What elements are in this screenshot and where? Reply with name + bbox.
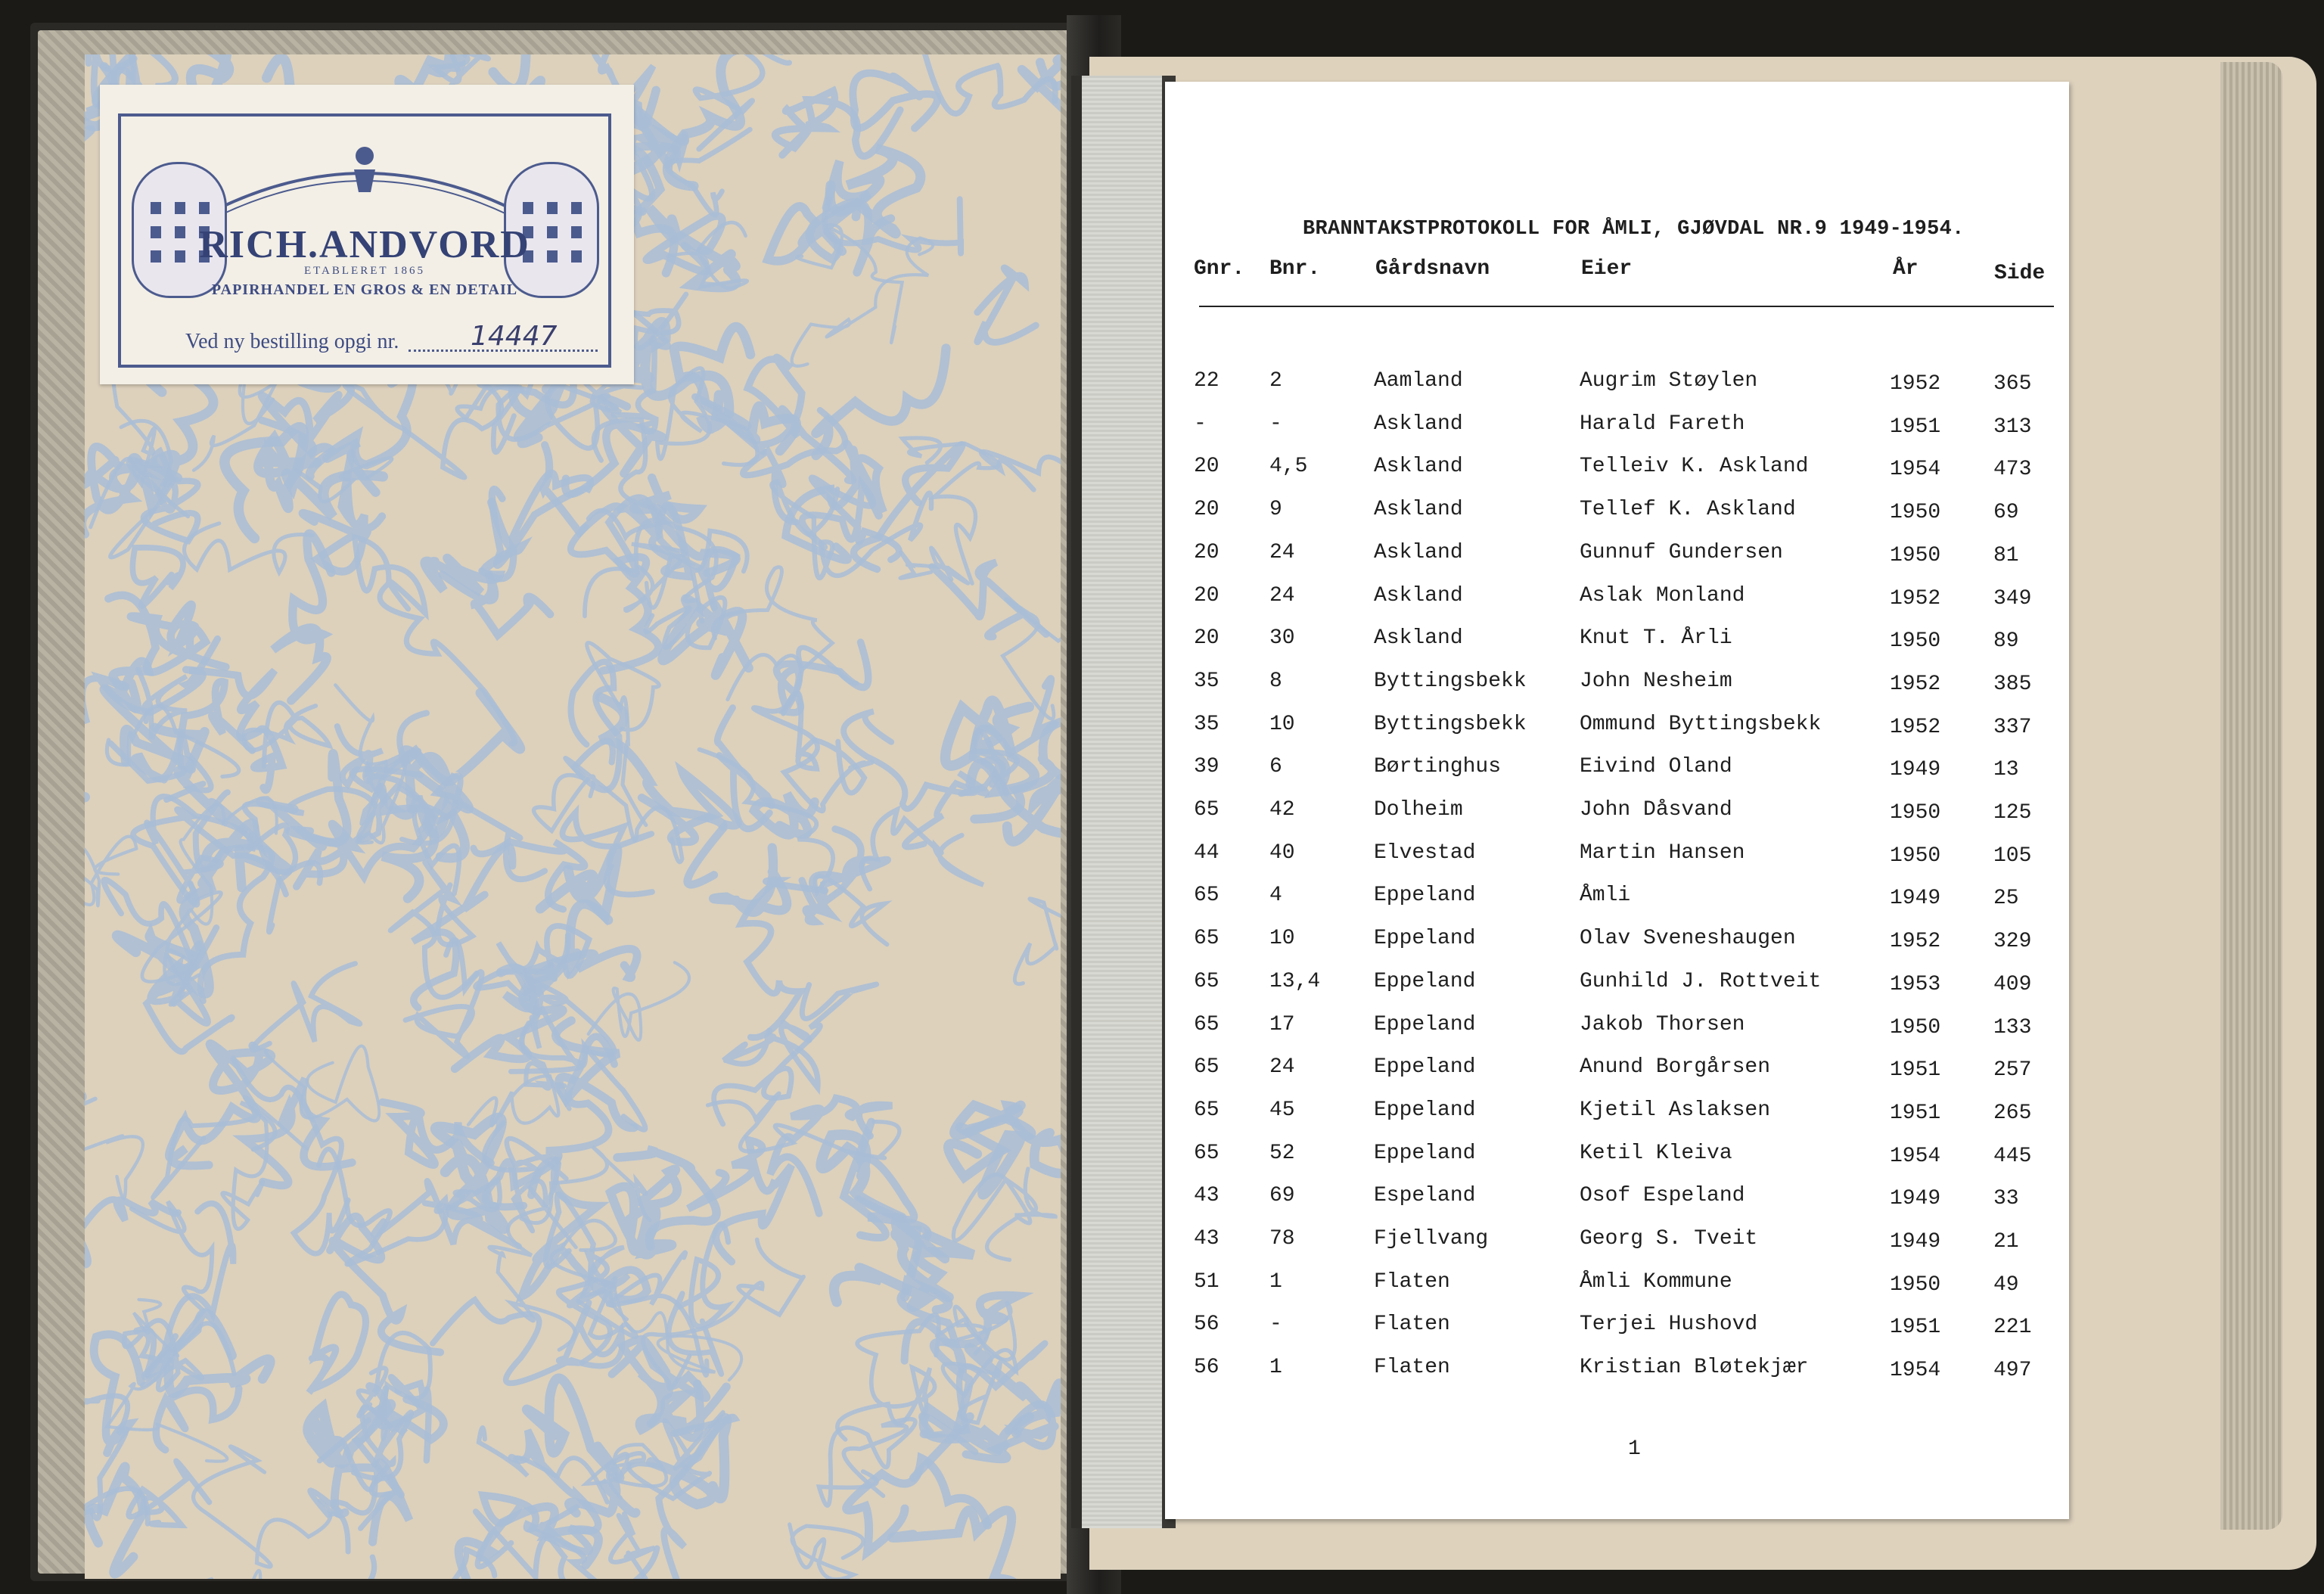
marble-vein (192, 1571, 275, 1579)
cell-gardsnavn: Espeland (1374, 1184, 1476, 1208)
table-row (1165, 369, 2069, 399)
cell-eier: John Nesheim (1580, 669, 1732, 693)
cell-side: 89 (1993, 629, 2019, 654)
cell-side: 257 (1993, 1058, 2032, 1083)
cell-gardsnavn: Flaten (1374, 1313, 1450, 1337)
page-block-edge (2220, 62, 2282, 1530)
cell-side: 125 (1993, 801, 2032, 825)
table-row (1165, 1227, 2069, 1257)
cell-side: 81 (1993, 543, 2019, 567)
cell-bnr: 24 (1269, 1055, 1295, 1080)
table-row (1165, 1356, 2069, 1386)
marble-vein (85, 1136, 143, 1198)
table-row (1165, 498, 2069, 528)
cell-ar: 1950 (1890, 1272, 1941, 1297)
cell-side: 49 (1993, 1272, 2019, 1297)
cell-gnr: 65 (1194, 798, 1219, 822)
table-row (1165, 884, 2069, 914)
header-side: Side (1994, 262, 2046, 285)
cell-eier: Ommund Byttingsbekk (1580, 712, 1822, 736)
cell-gardsnavn: Dolheim (1374, 798, 1463, 822)
cell-gnr: 65 (1194, 927, 1219, 951)
cell-bnr: 40 (1269, 841, 1295, 865)
page-number: 1 (1628, 1437, 1641, 1461)
label-ornament (206, 139, 524, 222)
table-row (1165, 1098, 2069, 1129)
cell-bnr: 9 (1269, 498, 1282, 522)
cell-gnr: 22 (1194, 369, 1219, 393)
cell-ar: 1951 (1890, 1316, 1941, 1340)
marble-vein (662, 598, 748, 675)
cell-ar: 1954 (1890, 1144, 1941, 1168)
cell-bnr: 4,5 (1269, 455, 1308, 479)
cell-gnr: 35 (1194, 669, 1219, 693)
cell-eier: Telleiv K. Askland (1580, 455, 1809, 479)
label-order-number: 14447 (471, 321, 558, 352)
cell-gardsnavn: Eppeland (1374, 1055, 1476, 1080)
marble-vein (1014, 899, 1061, 984)
label-subtitle: PAPIRHANDEL EN GROS & EN DETAIL (211, 281, 518, 298)
marble-vein (194, 1446, 331, 1567)
cell-eier: Jakob Thorsen (1580, 1012, 1745, 1036)
cell-gardsnavn: Askland (1374, 540, 1463, 564)
cell-gnr: 65 (1194, 969, 1219, 993)
marble-vein (522, 1023, 569, 1109)
cell-gardsnavn: Askland (1374, 626, 1463, 651)
cell-gardsnavn: Fjellvang (1374, 1227, 1489, 1251)
marble-vein (252, 964, 360, 1050)
table-row (1165, 1184, 2069, 1214)
label-brand: RICH.ANDVORD (199, 223, 530, 266)
cell-eier: Knut T. Årli (1580, 626, 1732, 651)
marble-vein (642, 772, 737, 884)
cell-side: 133 (1993, 1015, 2032, 1039)
cell-gnr: 65 (1194, 1012, 1219, 1036)
marble-vein (981, 452, 1061, 532)
marble-vein (129, 1461, 210, 1525)
cell-side: 445 (1993, 1144, 2032, 1168)
cell-gardsnavn: Eppeland (1374, 969, 1476, 993)
cell-side: 497 (1993, 1359, 2032, 1383)
cell-eier: Gunnuf Gundersen (1580, 540, 1783, 564)
cell-bnr: 10 (1269, 712, 1295, 736)
cell-ar: 1952 (1890, 372, 1941, 396)
cell-eier: Eivind Oland (1580, 755, 1732, 779)
cell-side: 365 (1993, 372, 2032, 396)
cell-ar: 1949 (1890, 758, 1941, 782)
table-row (1165, 841, 2069, 872)
marble-vein (108, 595, 225, 673)
cell-eier: Terjei Hushovd (1580, 1313, 1758, 1337)
cell-ar: 1954 (1890, 458, 1941, 482)
table-row (1165, 541, 2069, 571)
cell-ar: 1951 (1890, 1058, 1941, 1083)
cell-gnr: 20 (1194, 455, 1219, 479)
cell-ar: 1951 (1890, 1101, 1941, 1125)
cell-gardsnavn: Askland (1374, 583, 1463, 607)
label-order-text: Ved ny bestilling opgi nr. (185, 330, 399, 353)
cell-eier: Ketil Kleiva (1580, 1141, 1732, 1165)
cell-ar: 1953 (1890, 972, 1941, 996)
cell-gardsnavn: Byttingsbekk (1374, 669, 1527, 693)
cell-ar: 1949 (1890, 1187, 1941, 1211)
cell-gardsnavn: Flaten (1374, 1269, 1450, 1294)
table-row (1165, 1142, 2069, 1172)
cell-side: 25 (1993, 887, 2019, 911)
label-established: ETABLERET 1865 (303, 265, 426, 277)
cell-gnr: 65 (1194, 1098, 1219, 1122)
table-row (1165, 455, 2069, 485)
cell-side: 473 (1993, 458, 2032, 482)
document-page (1165, 82, 2069, 1519)
cell-gnr: 39 (1194, 755, 1219, 779)
header-ar: År (1893, 257, 1919, 281)
marble-vein (953, 1169, 1055, 1260)
marble-vein (657, 368, 757, 465)
cell-gnr: - (1194, 412, 1207, 436)
cell-gnr: 65 (1194, 1055, 1219, 1080)
cell-ar: 1952 (1890, 715, 1941, 739)
table-row (1165, 798, 2069, 828)
cell-gardsnavn: Børtinghus (1374, 755, 1502, 779)
cell-eier: Harald Fareth (1580, 412, 1745, 436)
cell-side: 105 (1993, 844, 2032, 868)
cell-side: 337 (1993, 715, 2032, 739)
cell-eier: Aslak Monland (1580, 583, 1745, 607)
marble-vein (835, 54, 1055, 113)
label-frame (118, 113, 611, 368)
cell-bnr: 24 (1269, 540, 1295, 564)
header-eier: Eier (1581, 257, 1633, 281)
cell-gardsnavn: Elvestad (1374, 841, 1476, 865)
marble-vein (753, 648, 872, 811)
cell-side: 13 (1993, 758, 2019, 782)
cell-side: 329 (1993, 930, 2032, 954)
cell-gnr: 44 (1194, 841, 1219, 865)
cell-bnr: 6 (1269, 755, 1282, 779)
cell-eier: Martin Hansen (1580, 841, 1745, 865)
table-row (1165, 1055, 2069, 1086)
cell-eier: Tellef K. Askland (1580, 498, 1796, 522)
cell-side: 221 (1993, 1316, 2032, 1340)
cell-bnr: 4 (1269, 884, 1282, 908)
cell-gardsnavn: Eppeland (1374, 884, 1476, 908)
cell-gnr: 43 (1194, 1227, 1219, 1251)
cell-bnr: 2 (1269, 369, 1282, 393)
table-row (1165, 713, 2069, 743)
cell-side: 33 (1993, 1187, 2019, 1211)
cell-ar: 1954 (1890, 1359, 1941, 1383)
cell-gnr: 20 (1194, 540, 1219, 564)
table-row (1165, 755, 2069, 785)
cell-bnr: 69 (1269, 1184, 1295, 1208)
marble-vein (667, 54, 765, 186)
cell-eier: Osof Espeland (1580, 1184, 1745, 1208)
cell-gardsnavn: Aamland (1374, 369, 1463, 393)
cell-gardsnavn: Askland (1374, 412, 1463, 436)
cell-gardsnavn: Byttingsbekk (1374, 712, 1527, 736)
cell-bnr: 78 (1269, 1227, 1295, 1251)
cell-ar: 1950 (1890, 543, 1941, 567)
header-gnr: Gnr. (1194, 257, 1245, 281)
cell-ar: 1951 (1890, 415, 1941, 439)
table-row (1165, 1313, 2069, 1343)
header-rule (1199, 306, 2054, 307)
cell-ar: 1950 (1890, 801, 1941, 825)
cell-ar: 1949 (1890, 1230, 1941, 1254)
cell-bnr: 1 (1269, 1356, 1282, 1380)
cell-gardsnavn: Askland (1374, 498, 1463, 522)
marble-vein (819, 1419, 915, 1505)
marble-vein (611, 1169, 677, 1254)
cell-eier: Kristian Bløtekjær (1580, 1356, 1809, 1380)
cell-gnr: 20 (1194, 583, 1219, 607)
cell-eier: Åmli (1580, 884, 1631, 908)
cell-eier: Olav Sveneshaugen (1580, 927, 1796, 951)
cell-eier: John Dåsvand (1580, 798, 1732, 822)
cell-bnr: 1 (1269, 1269, 1282, 1294)
hinge-strip (1071, 76, 1171, 1528)
marble-vein (571, 662, 620, 790)
cell-gnr: 56 (1194, 1313, 1219, 1337)
table-row (1165, 584, 2069, 614)
marble-vein (977, 268, 1036, 343)
marble-vein (233, 1058, 348, 1254)
cell-gnr: 65 (1194, 884, 1219, 908)
table-row (1165, 412, 2069, 443)
marble-vein (266, 1046, 379, 1121)
cell-gardsnavn: Flaten (1374, 1356, 1450, 1380)
cell-gardsnavn: Eppeland (1374, 927, 1476, 951)
table-row (1165, 1270, 2069, 1300)
marble-vein (85, 1008, 95, 1105)
cell-gardsnavn: Eppeland (1374, 1141, 1476, 1165)
cell-ar: 1949 (1890, 887, 1941, 911)
cell-bnr: 13,4 (1269, 969, 1321, 993)
cell-side: 409 (1993, 972, 2032, 996)
header-gardsnavn: Gårdsnavn (1375, 257, 1490, 281)
document-title: BRANNTAKSTPROTOKOLL FOR ÅMLI, GJØVDAL NR.9 1949-1954. (1303, 218, 1965, 241)
cell-eier: Gunhild J. Rottveit (1580, 969, 1822, 993)
cell-eier: Kjetil Aslaksen (1580, 1098, 1771, 1122)
cell-bnr: 30 (1269, 626, 1295, 651)
cell-ar: 1950 (1890, 629, 1941, 654)
cell-gardsnavn: Askland (1374, 455, 1463, 479)
cell-gardsnavn: Eppeland (1374, 1098, 1476, 1122)
cell-bnr: 45 (1269, 1098, 1295, 1122)
cell-gnr: 51 (1194, 1269, 1219, 1294)
table-row (1165, 670, 2069, 700)
cell-bnr: - (1269, 412, 1282, 436)
cell-ar: 1952 (1890, 672, 1941, 696)
cell-side: 69 (1993, 501, 2019, 525)
cell-ar: 1952 (1890, 586, 1941, 611)
cell-eier: Augrim Støylen (1580, 369, 1758, 393)
table-row (1165, 927, 2069, 957)
cell-ar: 1950 (1890, 844, 1941, 868)
marble-vein (309, 1294, 365, 1393)
cell-bnr: 17 (1269, 1012, 1295, 1036)
cell-gnr: 20 (1194, 498, 1219, 522)
cell-bnr: 8 (1269, 669, 1282, 693)
cell-ar: 1952 (1890, 930, 1941, 954)
cell-bnr: - (1269, 1313, 1282, 1337)
cell-gnr: 20 (1194, 626, 1219, 651)
header-bnr: Bnr. (1269, 257, 1321, 281)
marble-vein (862, 809, 983, 889)
cell-gnr: 56 (1194, 1356, 1219, 1380)
cell-bnr: 24 (1269, 583, 1295, 607)
cell-side: 21 (1993, 1230, 2019, 1254)
cell-eier: Åmli Kommune (1580, 1269, 1732, 1294)
cell-side: 385 (1993, 672, 2032, 696)
cell-gardsnavn: Eppeland (1374, 1012, 1476, 1036)
cell-gnr: 65 (1194, 1141, 1219, 1165)
marble-vein (790, 1524, 863, 1579)
cell-bnr: 42 (1269, 798, 1295, 822)
cell-bnr: 10 (1269, 927, 1295, 951)
cell-side: 349 (1993, 586, 2032, 611)
table-row (1165, 1013, 2069, 1043)
bookseller-label (100, 85, 634, 384)
marble-vein (589, 962, 689, 1040)
table-row (1165, 626, 2069, 657)
cell-ar: 1950 (1890, 1015, 1941, 1039)
cell-ar: 1950 (1890, 501, 1941, 525)
marble-vein (132, 548, 183, 606)
cell-side: 313 (1993, 415, 2032, 439)
cell-gnr: 35 (1194, 712, 1219, 736)
cell-gnr: 43 (1194, 1184, 1219, 1208)
cell-side: 265 (1993, 1101, 2032, 1125)
cell-eier: Georg S. Tveit (1580, 1227, 1758, 1251)
cell-bnr: 52 (1269, 1141, 1295, 1165)
table-row (1165, 970, 2069, 1000)
marble-vein (892, 1510, 1030, 1579)
cell-eier: Anund Borgårsen (1580, 1055, 1771, 1080)
